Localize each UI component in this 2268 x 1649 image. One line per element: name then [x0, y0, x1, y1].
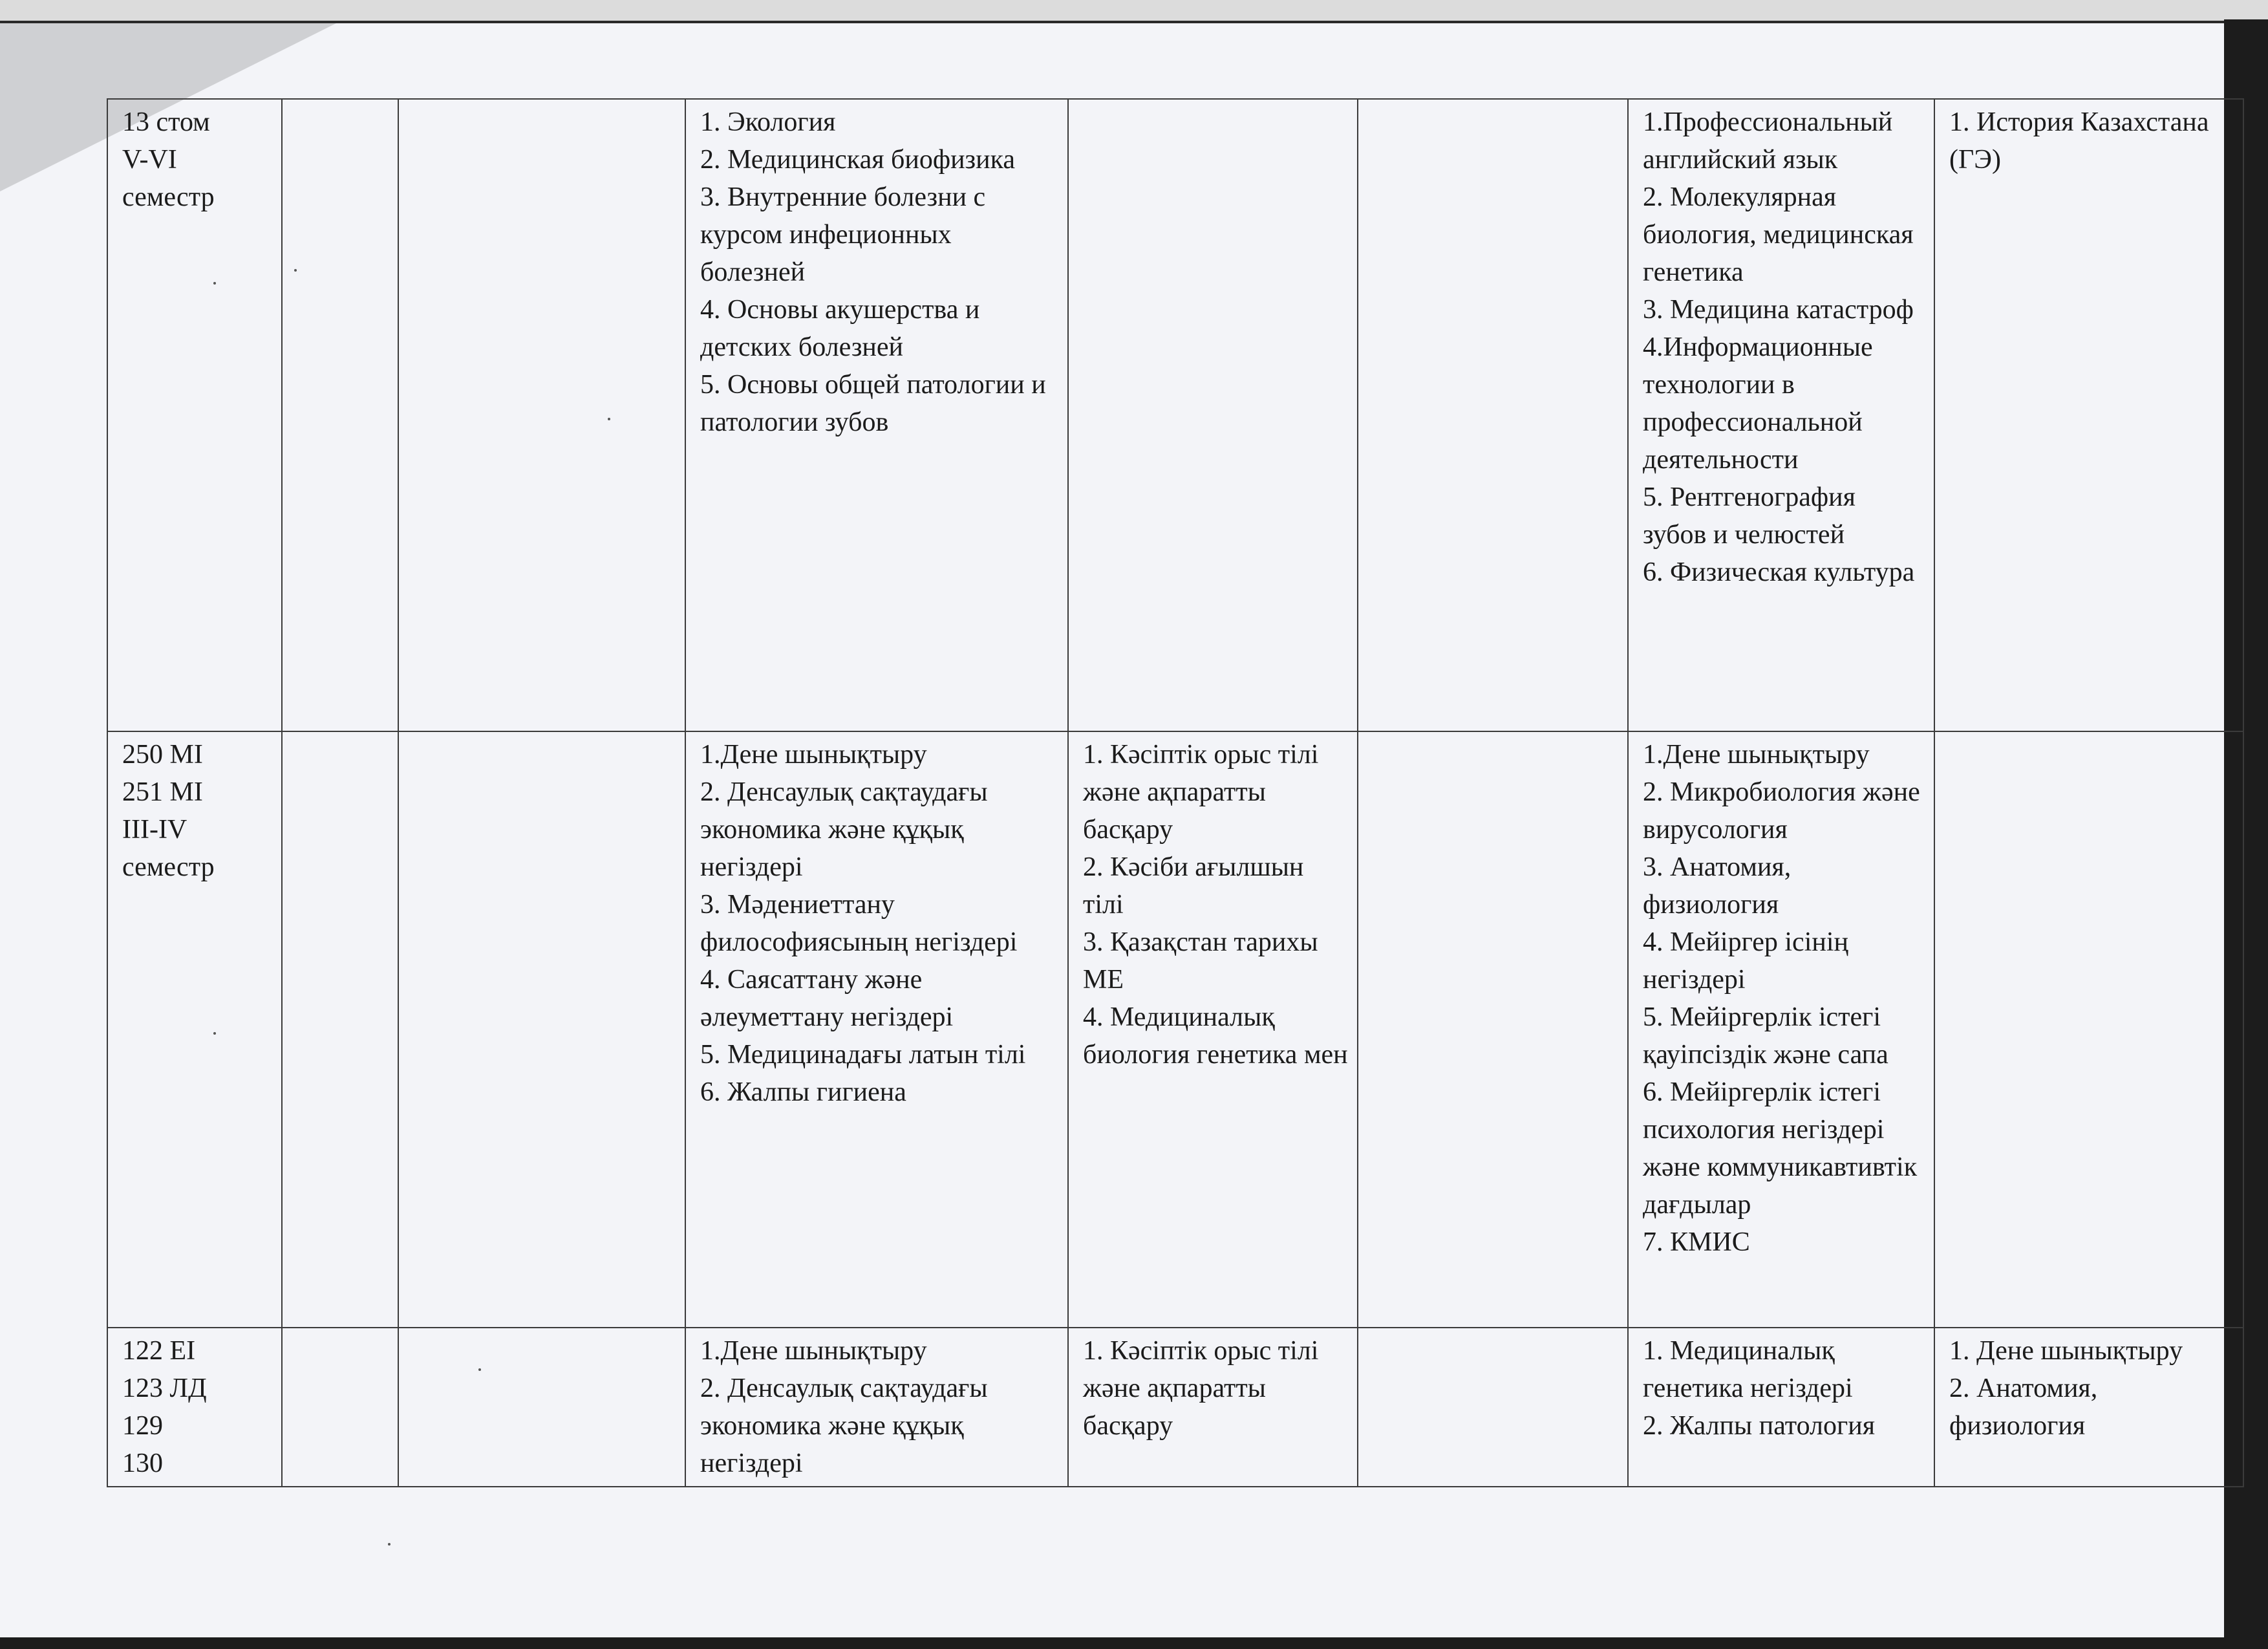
table-cell: [398, 99, 685, 731]
scan-bottom-edge: [0, 1637, 2268, 1649]
table-cell: [398, 1328, 685, 1487]
table-cell: 1. Кәсіптік орыс тілі және ақпаратты басқару 2. Кәсіби ағылшын тілі 3. Қазақстан тарихы МЕ 4. Медициналық биология генетика мен: [1068, 731, 1358, 1328]
scan-speck: [388, 1543, 390, 1546]
table-cell: 1. Кәсіптік орыс тілі және ақпаратты басқару: [1068, 1328, 1358, 1487]
table-cell: 1.Дене шынықтыру 2. Денсаулық сақтаудағы экономика және құқық негіздері 3. Мәдениеттану философиясының негіздері 4. Саясаттану және әлеуметтану негіздері 5. Медицинадағы латын тілі 6. Жалпы гигиена: [685, 731, 1068, 1328]
table-cell: [1934, 731, 2243, 1328]
table-row: [107, 1328, 2243, 1487]
table-cell: [1358, 731, 1628, 1328]
table-cell: 1.Дене шынықтыру 2. Денсаулық сақтаудағы экономика және құқық негіздері: [685, 1328, 1068, 1487]
table-cell: 1.Дене шынықтыру 2. Микробиология және вирусология 3. Анатомия, физиология 4. Мейіргер ісінің негіздері 5. Мейіргерлік істегі қауіпсіздік және сапа 6. Мейіргерлік істегі психология негіздері және коммуникавтивтік дағдылар 7. КМИС: [1628, 731, 1934, 1328]
table-cell: 1. Дене шынықтыру 2. Анатомия, физиология: [1934, 1328, 2243, 1487]
table-cell: [1358, 99, 1628, 731]
table-row: [107, 99, 2243, 731]
table-cell: [282, 1328, 398, 1487]
table-cell: 1. Экология 2. Медицинская биофизика 3. Внутренние болезни с курсом инфеционных болезней 4. Основы акушерства и детских болезней 5. Основы общей патологии и патологии зубов: [685, 99, 1068, 731]
table-cell: 1.Профессиональный английский язык 2. Молекулярная биология, медицинская генетика 3. Медицина катастроф 4.Информационные технологии в профессиональной деятельности 5. Рентгенография зубов и челюстей 6. Физическая культура: [1628, 99, 1934, 731]
group-cell: 122 ЕІ 123 ЛД 129 130: [107, 1328, 282, 1487]
group-cell: 13 стом V-VI семестр: [107, 99, 282, 731]
table-cell: [1358, 1328, 1628, 1487]
table-cell: [1068, 99, 1358, 731]
table-cell: 1. История Казахстана (ГЭ): [1934, 99, 2243, 731]
table-cell: 1. Медициналық генетика негіздері 2. Жалпы патология: [1628, 1328, 1934, 1487]
group-cell: 250 МІ 251 МІ ІІІ-ІV семестр: [107, 731, 282, 1328]
table-cell: [282, 731, 398, 1328]
table-cell: [398, 731, 685, 1328]
curriculum-table: [107, 98, 2244, 1487]
table-cell: [282, 99, 398, 731]
table-row: [107, 731, 2243, 1328]
